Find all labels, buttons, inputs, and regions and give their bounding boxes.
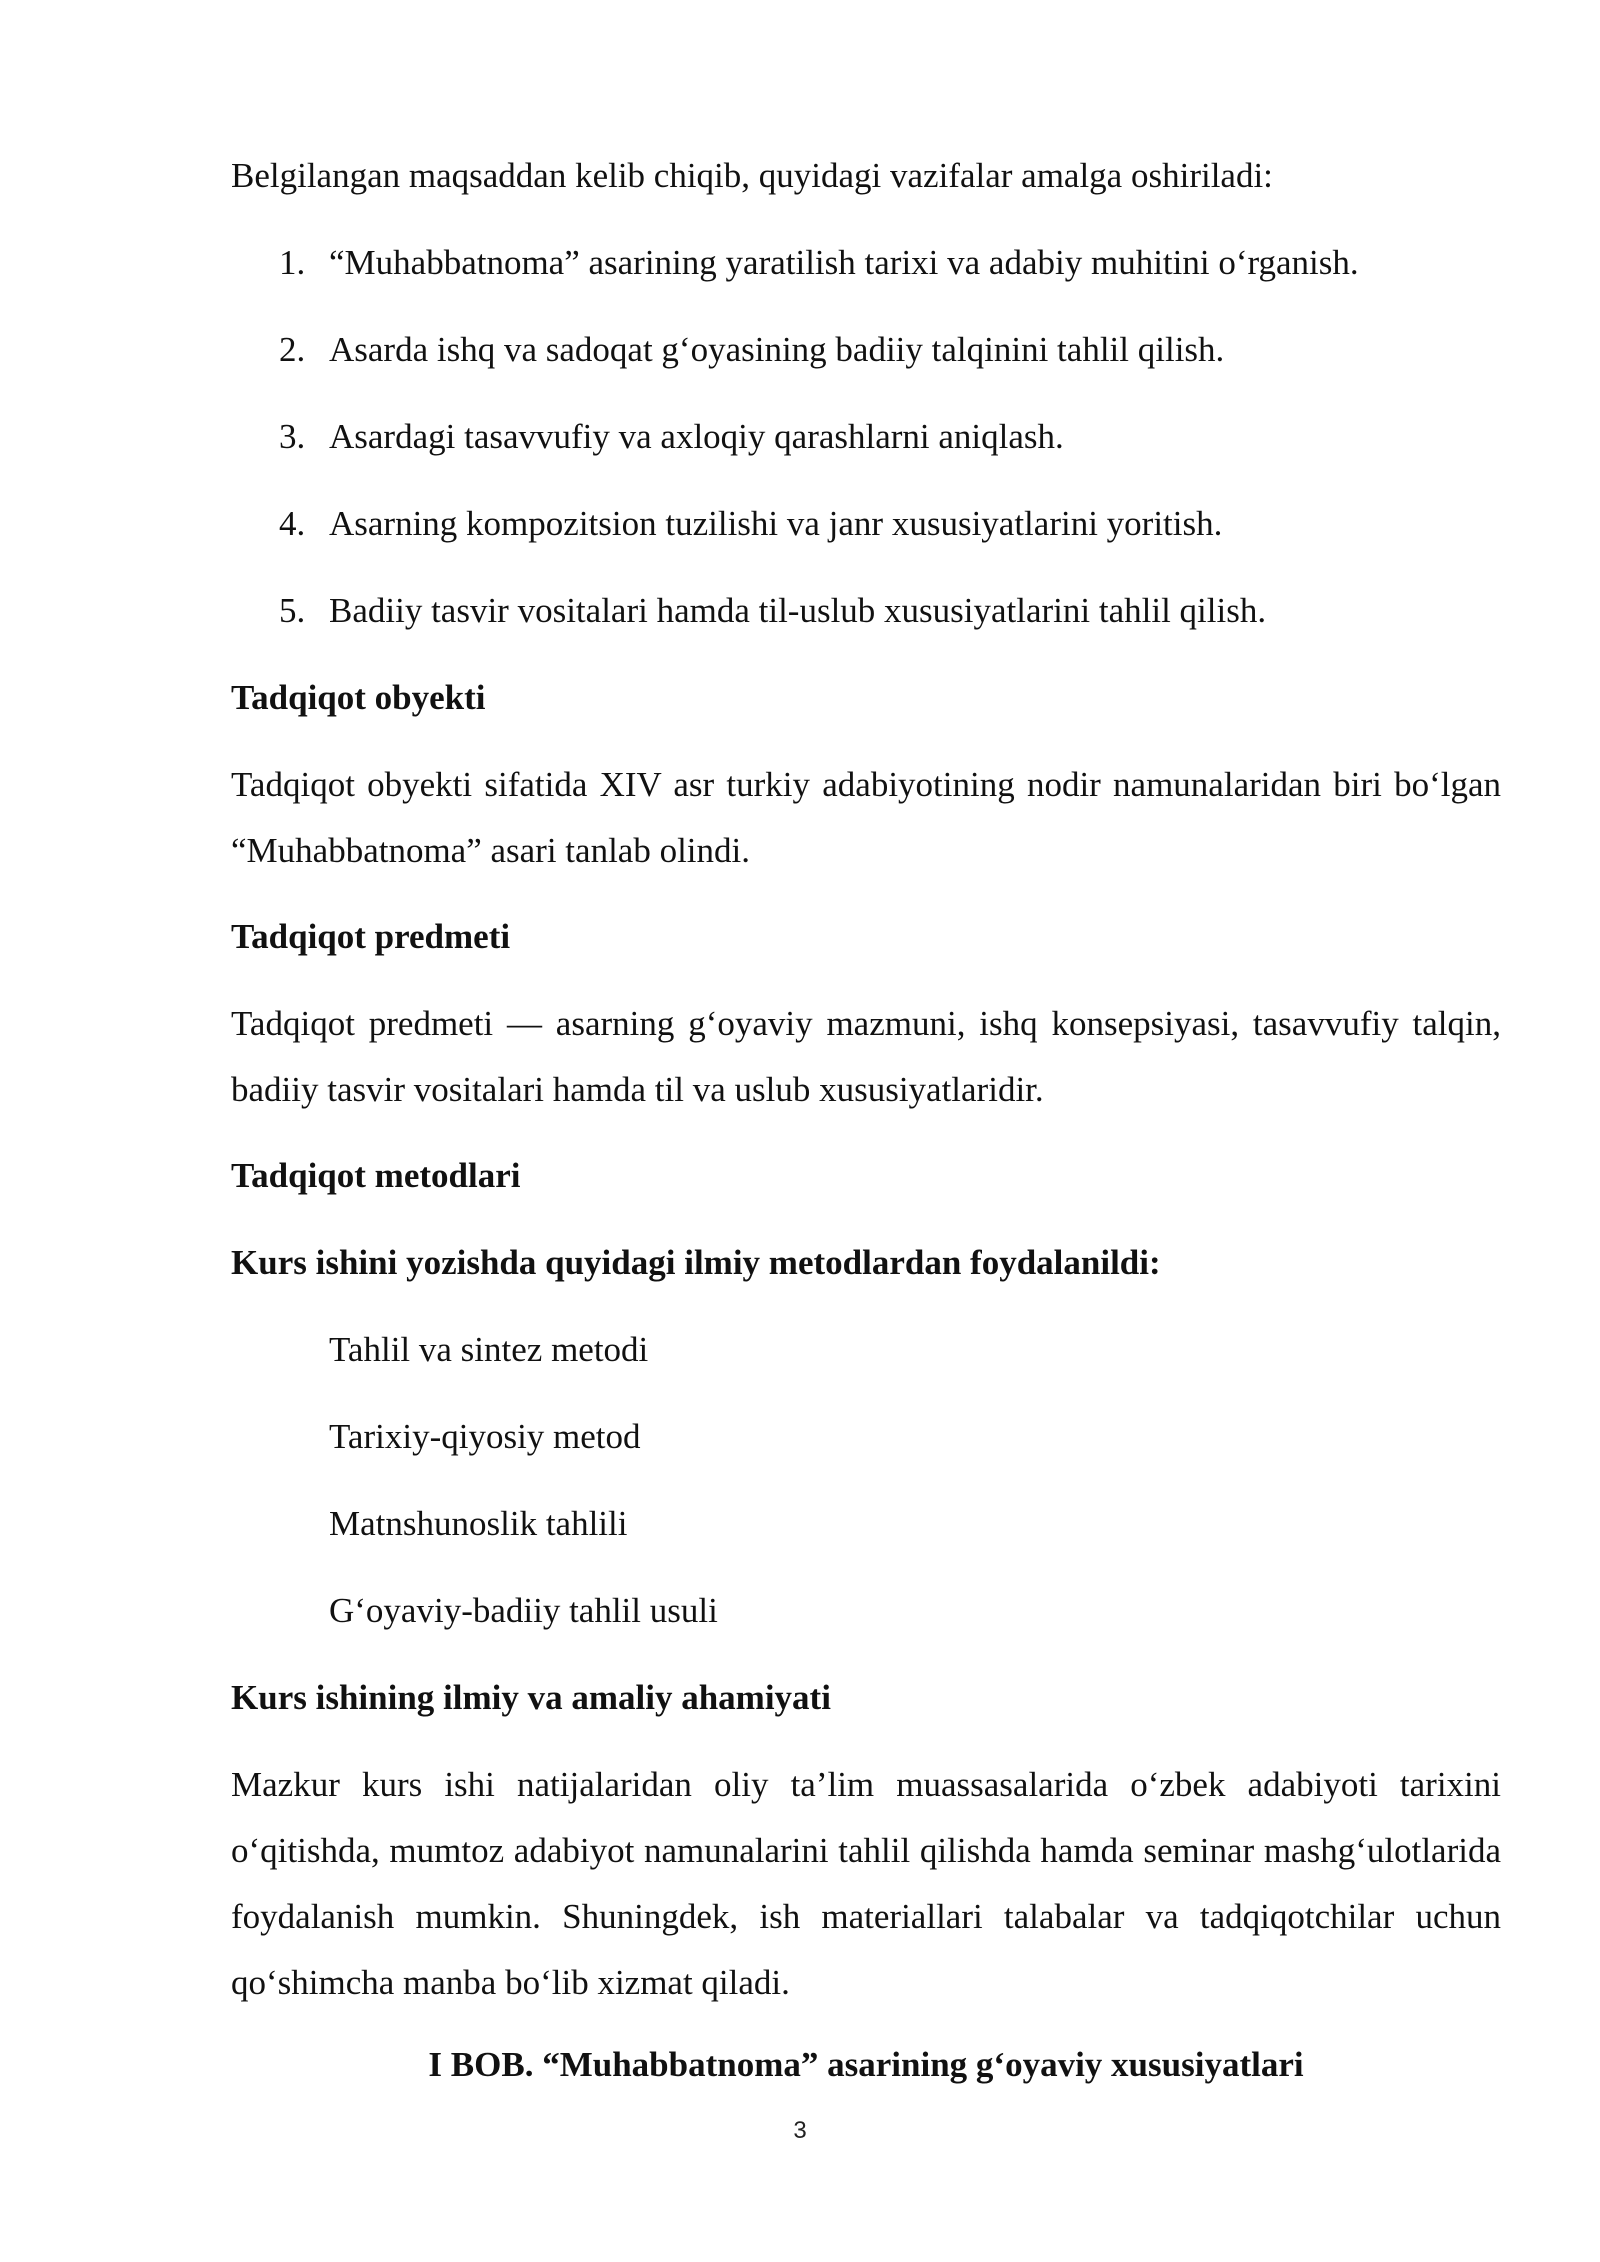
- chapter-title: I BOB. “Muhabbatnoma” asarining g‘oyaviy xususiyatlari: [428, 2045, 1304, 2084]
- task-number: 3.: [279, 417, 306, 456]
- task-text: Asarning kompozitsion tuzilishi va janr xususiyatlarini yoritish.: [329, 504, 1223, 543]
- task-text: “Muhabbatnoma” asarining yaratilish tarixi va adabiy muhitini o‘rganish.: [329, 243, 1359, 282]
- task-item-5: [279, 578, 1266, 644]
- object-heading: Tadqiqot obyekti: [231, 678, 486, 717]
- task-number: 2.: [279, 330, 306, 369]
- method-item: Matnshunoslik tahlili: [329, 1504, 628, 1543]
- task-item-3: [279, 404, 1064, 470]
- task-text: Badiiy tasvir vositalari hamda til-uslub xususiyatlarini tahlil qilish.: [329, 591, 1267, 630]
- task-item-2: [279, 317, 1224, 383]
- methods-heading: Tadqiqot metodlari: [231, 1156, 521, 1195]
- method-item: Tarixiy-qiyosiy metod: [329, 1417, 641, 1456]
- intro-text: Belgilangan maqsaddan kelib chiqib, quyidagi vazifalar amalga oshiriladi:: [231, 156, 1273, 195]
- page-number: 3: [793, 2117, 807, 2144]
- object-paragraph: Tadqiqot obyekti sifatida XIV asr turkiy adabiyotining nodir namunalaridan biri bo‘lgan “Muhabbatnoma” asari tanlab olindi.: [231, 765, 1501, 870]
- method-item: G‘oyaviy-badiiy tahlil usuli: [329, 1591, 718, 1630]
- subject-paragraph: Tadqiqot predmeti — asarning g‘oyaviy mazmuni, ishq konsepsiyasi, tasavvufiy talqin, badiiy tasvir vositalari hamda til va uslub xususiyatlaridir.: [231, 1004, 1501, 1109]
- method-item: Tahlil va sintez metodi: [329, 1330, 649, 1369]
- task-number: 4.: [279, 504, 306, 543]
- significance-heading: Kurs ishining ilmiy va amaliy ahamiyati: [231, 1678, 831, 1717]
- task-item-4: [279, 491, 1222, 557]
- task-number: 5.: [279, 591, 306, 630]
- task-item-1: [279, 230, 1359, 296]
- task-text: Asarda ishq va sadoqat g‘oyasining badiiy talqinini tahlil qilish.: [329, 330, 1225, 369]
- subject-heading: Tadqiqot predmeti: [231, 917, 511, 956]
- task-number: 1.: [279, 243, 306, 282]
- task-text: Asardagi tasavvufiy va axloqiy qarashlarni aniqlash.: [329, 417, 1064, 456]
- methods-subheading: Kurs ishini yozishda quyidagi ilmiy metodlardan foydalanildi:: [231, 1243, 1161, 1282]
- significance-paragraph: Mazkur kurs ishi natijalaridan oliy ta’lim muassasalarida o‘zbek adabiyoti tarixini o‘qitishda, mumtoz adabiyot namunalarini tahlil qilishda hamda seminar mashg‘ulotlarida foydalanish mumkin. Shuningdek, ish materiallari talabalar va tadqiqotchilar uchun qo‘shimcha manba bo‘lib xizmat qiladi.: [231, 1765, 1501, 2002]
